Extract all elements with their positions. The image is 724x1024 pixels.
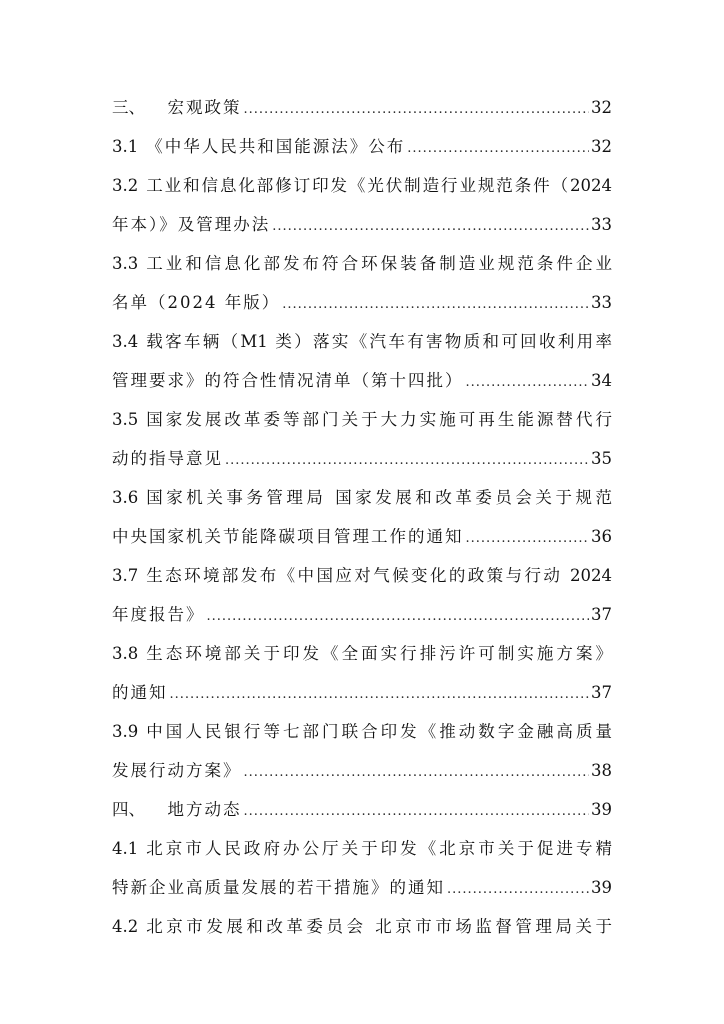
toc-number: 3.1 <box>112 137 139 156</box>
toc-page-number: 34 <box>591 371 612 390</box>
toc-number: 3.6 <box>112 488 139 507</box>
toc-line <box>112 439 612 478</box>
toc-title: 宏观政策 <box>153 98 242 117</box>
toc-line <box>112 907 612 946</box>
toc-number: 4.1 <box>112 839 139 858</box>
toc-entry-3-3[interactable] <box>112 244 612 322</box>
toc-title: 国家发展改革委等部门关于大力实施可再生能源替代行 <box>146 410 612 429</box>
toc-page-number: 39 <box>591 800 612 819</box>
toc-title: 工业和信息化部修订印发《光伏制造行业规范条件（2024 <box>146 176 612 195</box>
toc-number: 3.7 <box>112 566 139 585</box>
toc-entry-3-5[interactable] <box>112 400 612 478</box>
toc-line <box>112 868 612 907</box>
toc-leader <box>447 870 589 909</box>
toc-title-continued: 名单（2024 年版） <box>112 293 281 312</box>
toc-line <box>112 478 612 517</box>
toc-entry-3-7[interactable] <box>112 556 612 634</box>
toc-entry-3-9[interactable] <box>112 712 612 790</box>
toc-leader <box>272 207 589 246</box>
toc-page-number: 36 <box>591 527 612 546</box>
toc-line <box>112 283 612 322</box>
toc-title: 《中华人民共和国能源法》公布 <box>146 137 406 156</box>
toc-number: 3.4 <box>112 332 139 351</box>
toc-entry-3-8[interactable] <box>112 634 612 712</box>
toc-line <box>112 322 612 361</box>
toc-number: 3.2 <box>112 176 139 195</box>
toc-number: 3.8 <box>112 644 139 663</box>
toc-page-number: 32 <box>591 137 612 156</box>
toc-line <box>112 751 612 790</box>
toc-page-number: 39 <box>591 878 612 897</box>
toc-line <box>112 127 612 166</box>
toc-page-number: 35 <box>591 449 612 468</box>
toc-line <box>112 673 612 712</box>
toc-line <box>112 595 612 634</box>
toc-page-number: 32 <box>591 98 612 117</box>
toc-entry-4-1[interactable] <box>112 829 612 907</box>
toc-page-number: 33 <box>591 215 612 234</box>
toc-leader <box>207 597 590 636</box>
toc-line <box>112 166 612 205</box>
toc-page-number: 37 <box>591 683 612 702</box>
toc-title-continued: 中央国家机关节能降碳项目管理工作的通知 <box>112 527 464 546</box>
toc-line <box>112 400 612 439</box>
table-of-contents <box>112 88 612 946</box>
toc-title: 中国人民银行等七部门联合印发《推动数字金融高质量 <box>146 722 612 741</box>
toc-title: 载客车辆（M1 类）落实《汽车有害物质和可回收利用率 <box>146 332 612 351</box>
toc-line <box>112 517 612 556</box>
toc-line <box>112 829 612 868</box>
toc-leader <box>244 90 590 129</box>
toc-line <box>112 712 612 751</box>
toc-title-continued: 管理要求》的符合性情况清单（第十四批） <box>112 371 464 390</box>
toc-entry-3-2[interactable] <box>112 166 612 244</box>
toc-title-continued: 年度报告》 <box>112 605 205 624</box>
toc-entry-section-3[interactable] <box>112 88 612 127</box>
toc-title-continued: 动的指导意见 <box>112 449 223 468</box>
toc-line <box>112 556 612 595</box>
toc-title: 生态环境部关于印发《全面实行排污许可制实施方案》 <box>146 644 612 663</box>
toc-title-continued: 的通知 <box>112 683 168 702</box>
toc-title: 北京市发展和改革委员会 北京市市场监督管理局关于 <box>146 917 612 936</box>
toc-leader <box>466 519 590 558</box>
toc-title: 生态环境部发布《中国应对气候变化的政策与行动 2024 <box>146 566 612 585</box>
toc-line <box>112 634 612 673</box>
toc-line <box>112 205 612 244</box>
toc-leader <box>466 363 590 402</box>
toc-number: 4.2 <box>112 917 139 936</box>
toc-title: 国家机关事务管理局 国家发展和改革委员会关于规范 <box>146 488 612 507</box>
toc-line <box>112 244 612 283</box>
toc-leader <box>170 675 590 714</box>
toc-entry-4-2[interactable] <box>112 907 612 946</box>
toc-entry-3-6[interactable] <box>112 478 612 556</box>
toc-title: 地方动态 <box>153 800 242 819</box>
toc-title-continued: 发展行动方案》 <box>112 761 242 780</box>
toc-title-continued: 特新企业高质量发展的若干措施》的通知 <box>112 878 445 897</box>
toc-line <box>112 88 612 127</box>
toc-leader <box>244 753 590 792</box>
toc-page-number: 38 <box>591 761 612 780</box>
toc-number: 3.5 <box>112 410 139 429</box>
toc-line <box>112 790 612 829</box>
toc-title-continued: 年本）》及管理办法 <box>112 215 271 234</box>
toc-title: 北京市人民政府办公厅关于印发《北京市关于促进专精 <box>146 839 612 858</box>
toc-entry-section-4[interactable] <box>112 790 612 829</box>
toc-entry-3-1[interactable] <box>112 127 612 166</box>
toc-number: 四、 <box>112 800 145 819</box>
toc-line <box>112 361 612 400</box>
toc-number: 3.3 <box>112 254 139 273</box>
toc-leader <box>407 129 589 168</box>
toc-entry-3-4[interactable] <box>112 322 612 400</box>
toc-page-number: 37 <box>591 605 612 624</box>
toc-title: 工业和信息化部发布符合环保装备制造业规范条件企业 <box>146 254 612 273</box>
toc-number: 3.9 <box>112 722 139 741</box>
toc-number: 三、 <box>112 98 145 117</box>
toc-leader <box>225 441 589 480</box>
toc-leader <box>244 792 590 831</box>
toc-page-number: 33 <box>591 293 612 312</box>
toc-leader <box>282 285 589 324</box>
